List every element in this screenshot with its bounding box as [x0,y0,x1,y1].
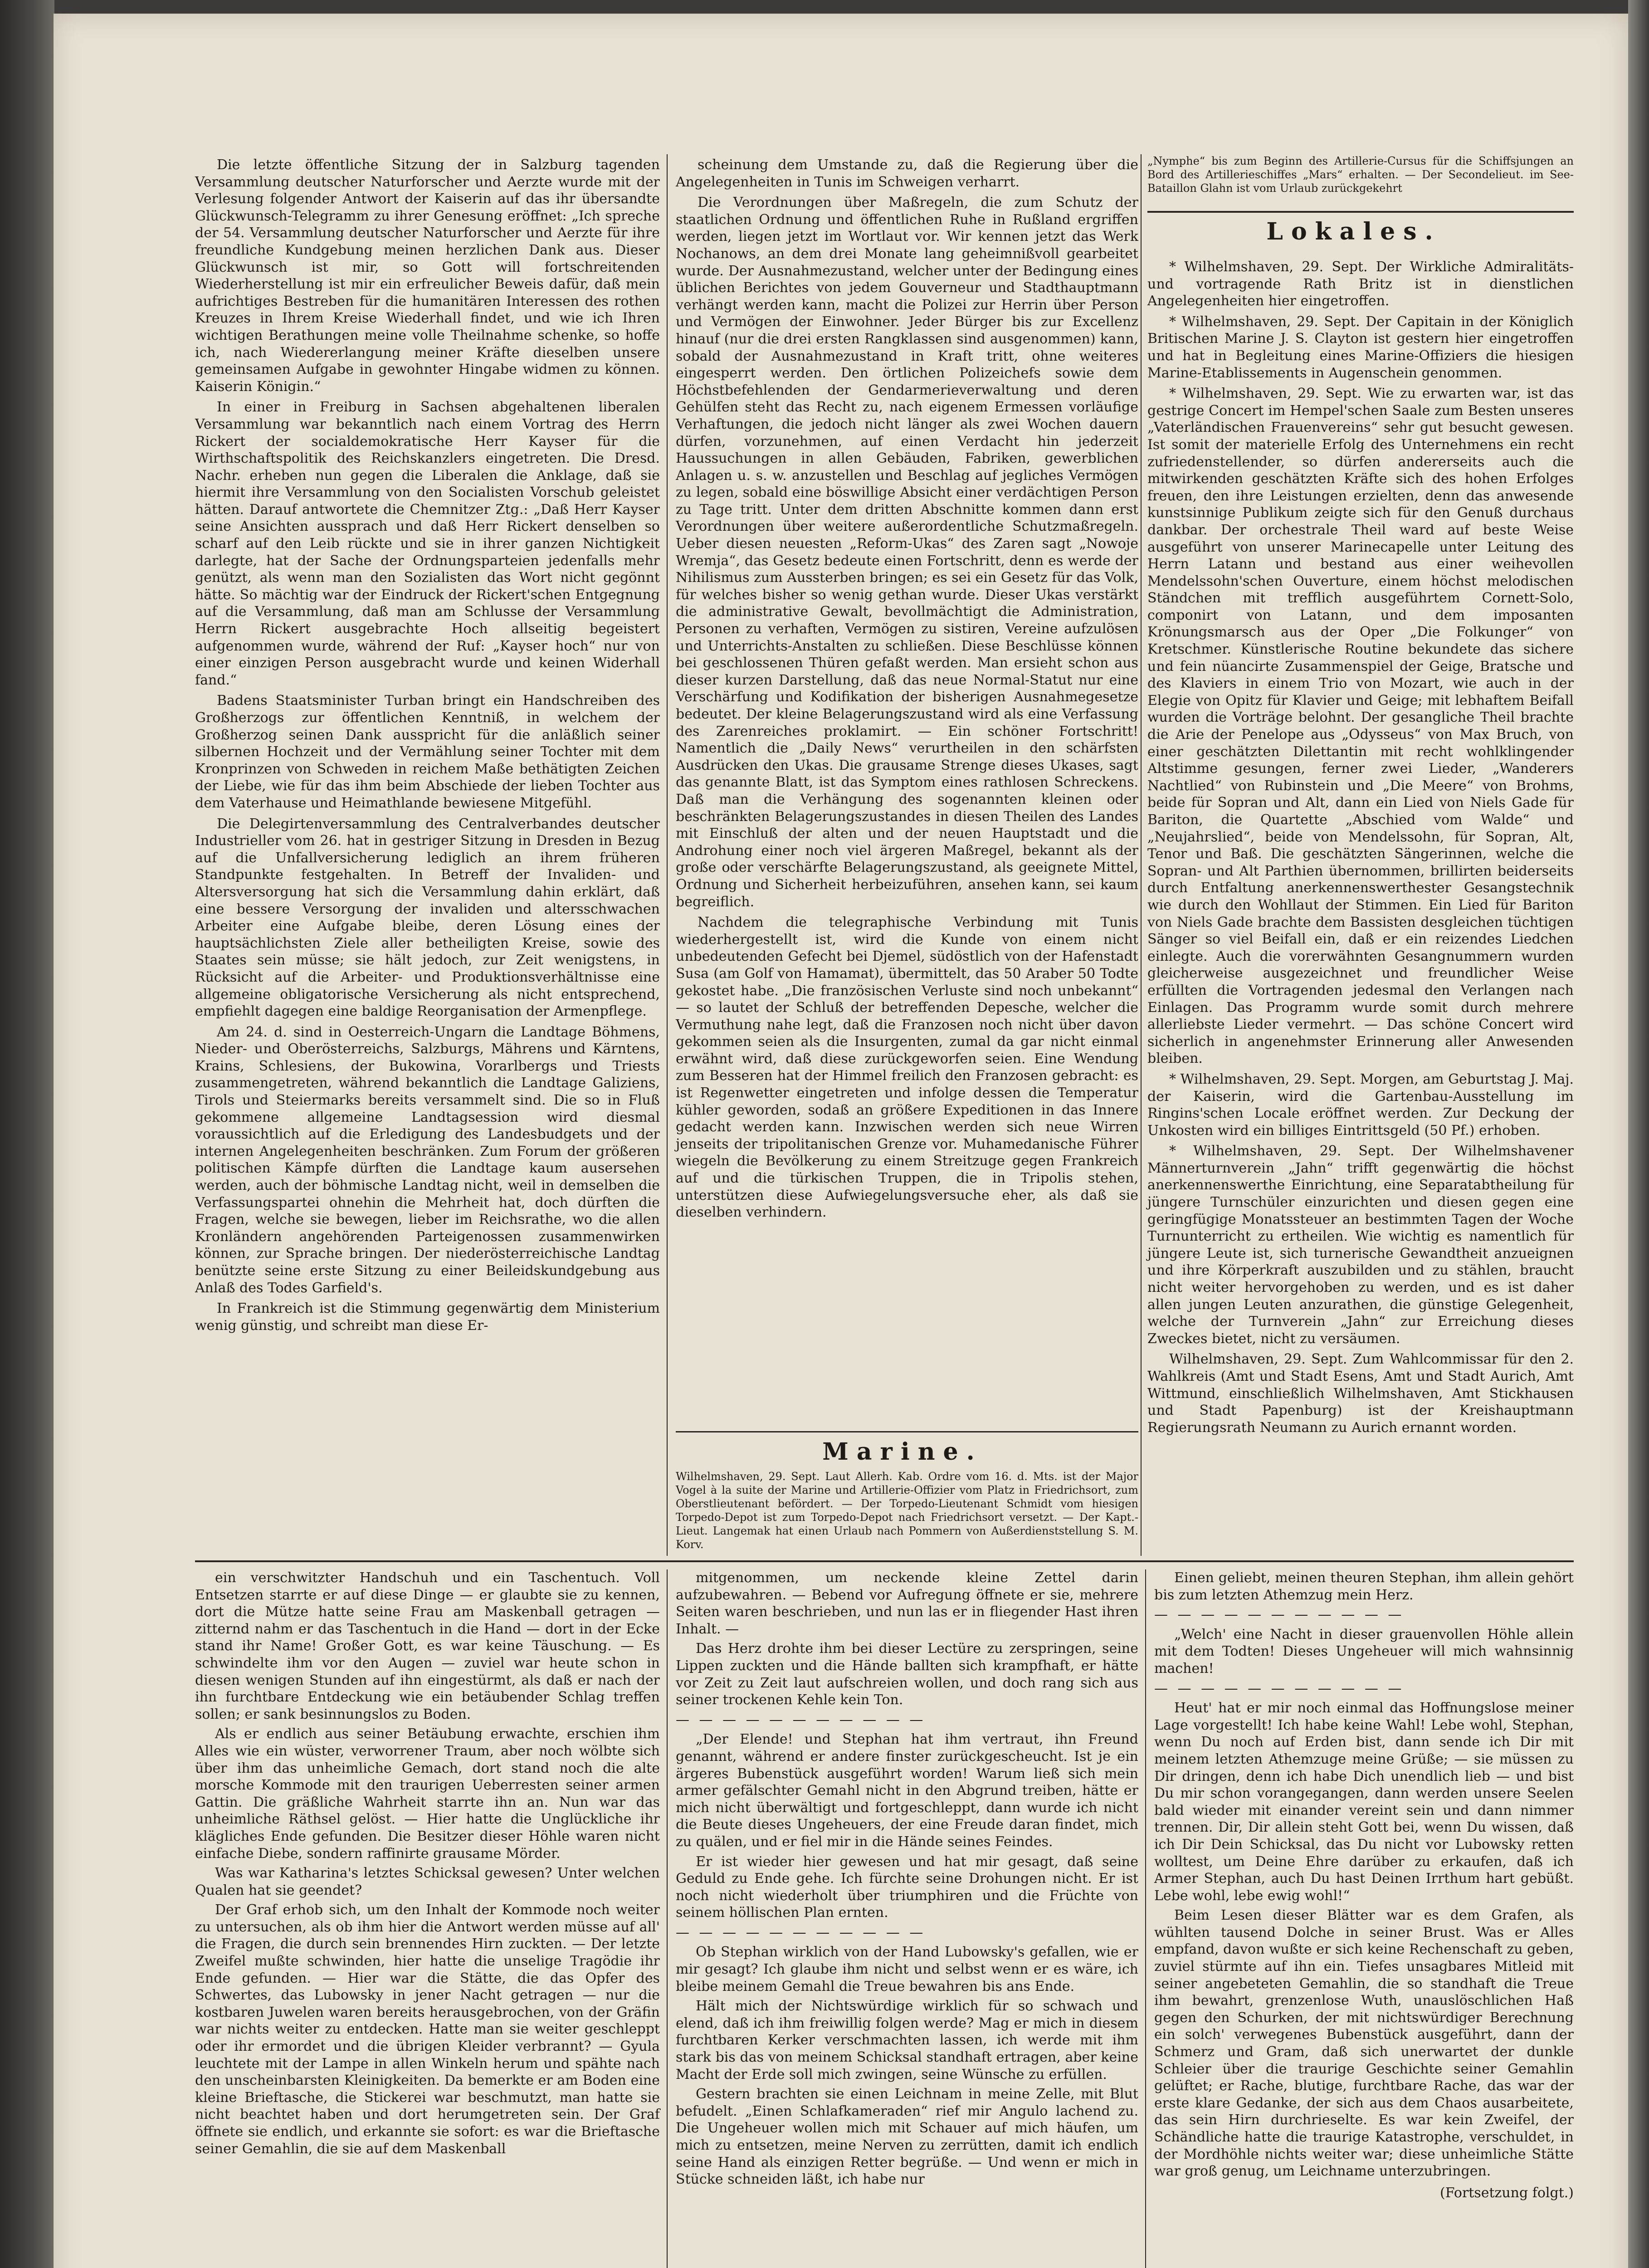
column-divider-1 [667,154,668,1556]
continued-note: (Fortsetzung folgt.) [1440,2185,1574,2201]
feuilleton-paragraph: Einen geliebt, meinen theuren Stephan, ihm allein gehört bis zum letzten Athemzug mein Herz. [1154,1570,1574,1603]
feuilleton-paragraph: — — — — — — — — — — — [676,1711,926,1728]
section-heading-lokales: Lokales. [1266,218,1441,245]
feuilleton-paragraph: „Welch' eine Nacht in dieser grauenvollen Höhle allein mit dem Todten! Dieses Ungeheuer will mich wahnsinnig machen! [1154,1626,1574,1677]
feuilleton-paragraph: mitgenommen, um neckende kleine Zettel darin aufzubewahren. — Bebend vor Aufregung öffnete er sie, mehrere Seiten waren beschrieben, und nun las er in fliegender Hast ihren Inhalt. — [676,1570,1138,1637]
feuilleton-paragraph: — — — — — — — — — — — [676,1924,926,1941]
article-column-middle [676,156,1138,1433]
feuilleton-separator [195,1560,1574,1562]
column-divider-2 [1141,154,1142,1556]
article-paragraph: Badens Staatsminister Turban bringt ein Handschreiben des Großherzogs zur öffentlichen Kenntniß, in welchem der Großherzog seinen Dank ausspricht für die anläßlich seiner silbernen Hochzeit und der Vermählung seiner Tochter mit dem Kronprinzen von Schweden in reichem Maße bethätigten Zeichen der Liebe, wie für das ihm beim Abschiede der lieben Tochter aus dem Vaterhause und Heimathlande bewiesene Mitgefühl. [195,693,660,811]
marine-rule-top [676,1431,1138,1432]
article-paragraph: scheinung dem Umstande zu, daß die Regierung über die Angelegenheiten in Tunis im Schweigen verharrt. [676,157,1138,190]
feuilleton-column-3 [1154,1569,1574,2268]
feuilleton-paragraph: ein verschwitzter Handschuh und ein Taschentuch. Voll Entsetzen starrte er auf diese Dinge — er glaubte sie zu kennen, dort die Mütze hatte seine Frau am Maskenball getragen — zitternd nahm er das Taschentuch in die Hand — dort in der Ecke stand ihr Name! Großer Gott, es war keine Täuschung. — Es schwindelte ihm vor den Augen — zuviel war heute schon in diesen wenigen Stunden auf ihn eingestürmt, als daß er nach der ihn furchtbare Entdeckung wie ein betäubender Schlag treffen sollen; er sank besinnungslos zu Boden. [195,1570,660,1722]
column-rule [1147,211,1574,213]
feuilleton-paragraph: — — — — — — — — — — — [1154,1680,1405,1696]
local-news-item: * Wilhelmshaven, 29. Sept. Der Wilhelmshavener Männerturnverein „Jahn“ trifft gegenwärtig die höchst anerkennenswerthe Einrichtung, eine Separatabtheilung für jüngere Turnschüler einzurichten und diesen gegen eine geringfügige Monatssteuer an bestimmten Tagen der Woche Turnunterricht zu ertheilen. Wie wichtig es namentlich für jüngere Leute ist, sich turnerische Gewandtheit anzueignen und ihre Körperkraft auszubilden und zu stählen, braucht nicht weiter hervorgehoben zu werden, und es ist daher allen jungen Leuten anzurathen, die günstige Gelegenheit, welche der Turnverein „Jahn“ zur Erreichung dieses Zweckes bietet, nicht zu versäumen. [1147,1143,1574,1347]
feuilleton-divider-2 [1145,1569,1146,2268]
feuilleton-paragraph: Das Herz drohte ihm bei dieser Lectüre zu zerspringen, seine Lippen zuckten und die Hände ballten sich krampfhaft, er hätte vor Zeit zu Zeit laut aufschreien wollen, und doch rang sich aus seiner trockenen Kehle kein Ton. [676,1641,1138,1708]
local-news-item: Wilhelmshaven, 29. Sept. Zum Wahlcommissar für den 2. Wahlkreis (Amt und Stadt Esens, Amt und Stadt Aurich, Amt Wittmund, einschließlich Wilhelmshaven, Amt Stickhausen und Stadt Papenburg) ist der Kreishauptmann Regierungsrath Neumann zu Aurich ernannt worden. [1147,1351,1574,1436]
marine-notice-continuation: „Nymphe“ bis zum Beginn des Artillerie-Cursus für die Schiffsjungen an Bord des Artillerieschiffes „Mars“ erhalten. — Der Secondelieut. im See-Bataillon Glahn ist vom Urlaub zurückgekehrt [1147,155,1574,195]
feuilleton-paragraph: — — — — — — — — — — — [1154,1607,1405,1623]
section-heading-marine: Marine. [822,1438,983,1466]
local-news-item: * Wilhelmshaven, 29. Sept. Morgen, am Geburtstag J. Maj. der Kaiserin, wird die Gartenbau-Ausstellung im Ringins'schen Locale eröffnet werden. Zur Deckung der Unkosten wird ein billiges Eintrittsgeld (50 Pf.) erhoben. [1147,1071,1574,1139]
article-paragraph: In einer in Freiburg in Sachsen abgehaltenen liberalen Versammlung war bekanntlich nach einem Vortrag des Herrn Rickert der socialdemokratische Herr Kayser für die Wirthschaftspolitik des Reichskanzlers eingetreten. Die Dresd. Nachr. erheben nun gegen die Liberalen die Anklage, daß sie hiermit ihre Versammlung von den Socialisten Vorschub geleistet hätten. Darauf antwortete die Chemnitzer Ztg.: „Daß Herr Kayser seine Ansichten aussprach und daß Herr Rickert denselben so scharf auf den Leib rückte und sie in ihrer ganzen Nichtigkeit darlegte, hat der Sache der Ordnungsparteien jedenfalls mehr genützt, als wenn man den Sozialisten das Wort nicht gegönnt hätte. So mächtig war der Eindruck der Rickert'schen Entgegnung auf die Versammlung, daß man am Schlusse der Versammlung Herrn Rickert ausgebrachte Hoch allseitig begeistert aufgenommen wurde, während der Ruf: „Kayser hoch“ nur von einer einzigen Person ausgebracht wurde und keinen Widerhall fand.“ [195,399,660,688]
local-news-item: * Wilhelmshaven, 29. Sept. Der Capitain in der Königlich Britischen Marine J. S. Clayton ist gestern hier eingetroffen und hat in Begleitung eines Marine-Offiziers die hiesigen Marine-Etablissements in Augenschein genommen. [1147,313,1574,381]
feuilleton-paragraph: Gestern brachten sie einen Leichnam in meine Zelle, mit Blut befudelt. „Einen Schlafkameraden“ rief mir Angulo lachend zu. Die Ungeheuer wollen mich mit Schauer auf mich häufen, um mich zu entsetzen, meine Nerven zu zerrütten, damit ich endlich seine Hand als einzigen Retter begrüße. — Und wenn er mich in Stücke schneiden läßt, ich habe nur [676,2086,1138,2188]
feuilleton-column-1 [195,1569,660,2268]
feuilleton-paragraph: Er ist wieder hier gewesen und hat mir gesagt, daß seine Geduld zu Ende gehe. Ich fürchte seine Drohungen nicht. Er ist noch nicht wiederholt über triumphiren und die Früchte von seinem höllischen Plan ernten. [676,1853,1138,1921]
article-paragraph: In Frankreich ist die Stimmung gegenwärtig dem Ministerium wenig günstig, und schreibt man diese Er- [195,1300,660,1334]
article-paragraph: Die letzte öffentliche Sitzung der in Salzburg tagenden Versammlung deutscher Naturforscher und Aerzte wurde mit der Verlesung folgender Antwort der Kaiserin auf das ihr übersandte Glückwunsch-Telegramm zu ihrer Genesung eröffnet: „Ich spreche der 54. Versammlung deutscher Naturforscher und Aerzte für ihre freundliche Kundgebung meinen herzlichen Dank aus. Dieser Glückwunsch ist mir, so Gott will fortschreitenden Wiederherstellung ist mir ein erfreulicher Beweis dafür, daß mein aufrichtiges Bestreben für die humanitären Interessen des rothen Kreuzes in Ihrem Kreise Wiederhall findet, und wie ich Ihren wichtigen Berathungen meine volle Theilnahme schenke, so hoffe ich, nach Wiedererlangung meiner Kräfte dieselben unsere gemeinsamen Aufgabe in gewohnter Hingabe widmen zu können. Kaiserin Königin.“ [195,157,660,395]
feuilleton-paragraph: Der Graf erhob sich, um den Inhalt der Kommode noch weiter zu untersuchen, als ob ihm hier die Antwort werden müsse auf all' die Fragen, die durch sein brennendes Hirn zuckten. — Der letzte Zweifel mußte schwinden, hier hatte die unselige Tragödie ihr Ende gefunden. — Hier war die Stätte, die das Opfer des Schwertes, das Lubowsky in jener Nacht getragen — nur die kostbaren Juwelen waren bereits herausgebrochen, von der Gräfin war nichts weiter zu entdecken. Hatte man sie weiter geschleppt oder ihr ermordet und die übrigen Kleider verbrannt? — Gyula leuchtete mit der Lampe in allen Winkeln herum und spähte nach den unscheinbarsten Kleinigkeiten. Da bemerkte er am Boden eine kleine Brieftasche, die Stickerei war beschmutzt, man hatte sie nicht beachtet haben und dort herumgetreten sein. Der Graf öffnete sie endlich, und erkannte sie sofort: es war die Brieftasche seiner Gemahlin, die sie auf dem Maskenball [195,1902,660,2157]
scan-binding-shadow [0,0,54,2268]
local-news-item: * Wilhelmshaven, 29. Sept. Der Wirkliche Admiralitäts- und vortragende Rath Britz ist in dienstlichen Angelegenheiten hier eingetroffen. [1147,259,1574,309]
feuilleton-paragraph: Beim Lesen dieser Blätter war es dem Grafen, als wühlten tausend Dolche in seiner Brust. Was er Alles empfand, davon wußte er sich keine Rechenschaft zu geben, zuviel stürmte auf ihn ein. Tiefes unsagbares Mitleid mit seiner angebeteten Gemahlin, die so standhaft die Treue ihm bewahrt, grenzenlose Wuth, unauslöschlichen Haß gegen den Schurken, der mit nichtswürdiger Berechnung ein solch' verwegenes Bubenstück ausgeführt, dann der Schmerz und Gram, daß sich unerwartet der dunkle Schleier über die traurige Geschichte seiner Gemahlin gelüftet; er Rache, blutige, furchtbare Rache, das war der erste klare Gedanke, der sich aus dem Chaos ausarbeitete, das sein Hirn durchrieselte. Es war kein Zweifel, der Schändliche hatte die traurige Katastrophe, verschuldet, in der Mordhöhle nichts weiter war; diese unheimliche Stätte war groß genug, um Leichname unterzubringen. [1154,1907,1574,2180]
feuilleton-paragraph: Als er endlich aus seiner Betäubung erwachte, erschien ihm Alles wie ein wüster, verworrener Traum, aber noch wölbte sich über ihm das unheimliche Gemach, dort stand noch die alte morsche Kommode mit den traurigen Ueberresten seiner armen Gattin. Die gräßliche Wahrheit starrte ihn an. Nun war das unheimliche Räthsel gelöst. — Hier hatte die Unglückliche ihr klägliches Ende gefunden. Die Besitzer dieser Höhle waren nicht einfache Diebe, sondern raffinirte grausame Mörder. [195,1726,660,1862]
feuilleton-paragraph: Ob Stephan wirklich von der Hand Lubowsky's gefallen, wie er mir gesagt? Ich glaube ihm nicht und selbst wenn er es wäre, ich bleibe meinem Gemahl die Treue bewahren bis ans Ende. [676,1944,1138,1994]
feuilleton-paragraph: Hält mich der Nichtswürdige wirklich für so schwach und elend, daß ich ihm freiwillig folgen werde? Mag er mich in diesem furchtbaren Kerker verschmachten lassen, ich werde mit ihm stark bis das von meinem Schicksal standhaft ertragen, aber keine Macht der Erde soll mich zwingen, seine Wünsche zu erfüllen. [676,1998,1138,2082]
lokales-column [1147,259,1574,1556]
marine-notice: Wilhelmshaven, 29. Sept. Laut Allerh. Kab. Ordre vom 16. d. Mts. ist der Major Vogel à la suite der Marine und Artillerie-Offizier vom Platz in Friedrichsort, zum Oberstlieutenant befördert. — Der Torpedo-Lieutenant Schmidt vom hiesigen Torpedo-Depot ist zum Torpedo-Depot nach Friedrichsort versetzt. — Der Kapt.-Lieut. Langemak hat einen Urlaub nach Pommern von Außerdienststellung S. M. Korv. [676,1470,1138,1551]
feuilleton-column-2 [676,1569,1138,2268]
feuilleton-paragraph: Was war Katharina's letztes Schicksal gewesen? Unter welchen Qualen hat sie geendet? [195,1865,660,1898]
feuilleton-divider-1 [667,1569,668,2268]
feuilleton-paragraph: „Der Elende! und Stephan hat ihm vertraut, ihn Freund genannt, während er andere finster zurückgescheucht. Ist je ein ärgeres Bubenstück ausgeführt worden! Warum ließ sich mein armer gefälschter Gemahl nicht in den Abgrund treiben, hätte er mich nicht überwältigt und fortgeschleppt, dann wurde ich nicht die Beute dieses Ungeheuers, der eine Freude daran findet, mich zu quälen, und er fiel mir in die Hände seines Feindes. [676,1731,1138,1850]
scan-edge-shadow [1628,0,1649,2268]
article-column-left [195,156,660,1549]
feuilleton-paragraph: Heut' hat er mir noch einmal das Hoffnungslose meiner Lage vorgestellt! Ich habe keine Wahl! Lebe wohl, Stephan, wenn Du noch auf Erden bist, dann sende ich Dir mit meinem letzten Athemzuge meine Grüße; — sie müssen zu Dir dringen, denn ich habe Dich unendlich lieb — und bist Du mir schon vorangegangen, dann werden unsere Seelen bald wieder mit einander vereint sein und dann nimmer trennen. Dir, Dir allein steht Gott bei, wenn Du wissen, daß ich Dir Dein Schicksal, das Du nicht vor Lubowsky retten wolltest, um Deine Ehre darüber zu erkaufen, daß ich Armer Stephan, auch Du hast Deinen Irrthum hart gebüßt. Lebe wohl, lebe ewig wohl!“ [1154,1700,1574,1904]
article-paragraph: Die Delegirtenversammlung des Centralverbandes deutscher Industrieller vom 26. hat in gestriger Sitzung in Dresden in Bezug auf die Unfallversicherung lediglich an ihrem früheren Standpunkte festgehalten. In Betreff der Invaliden- und Altersversorgung hat sich die Versammlung dahin erklärt, daß eine bessere Versorgung der invaliden und altersschwachen Arbeiter eine Aufgabe bleibe, deren Lösung eines der hauptsächlichsten Ziele aller betheiligten Kreise, sowie des Staates sein müsse; sie hält jedoch, zur Zeit wenigstens, in Rücksicht auf die Arbeiter- und Produktionsverhältnisse eine allgemeine obligatorische Versicherung als nicht entsprechend, empfiehlt dagegen eine baldige Reorganisation der Armenpflege. [195,816,660,1020]
article-paragraph: Am 24. d. sind in Oesterreich-Ungarn die Landtage Böhmens, Nieder- und Oberösterreichs, Salzburgs, Mährens und Kärntens, Krains, Schlesiens, der Bukowina, Vorarlbergs und Triests zusammengetreten, während bekanntlich die Landtage Galiziens, Tirols und Steiermarks bereits versammelt sind. Die so in Fluß gekommene allgemeine Landtagsession wird diesmal voraussichtlich auf die Erledigung des Landesbudgets und der internen Angelegenheiten beschränken. Zum Forum der größeren politischen Kämpfe dürften die Landtage kaum ausersehen werden, auch der böhmische Landtag nicht, weil in demselben die Verfassungspartei ohnehin die Mehrheit hat, doch dürften die Fragen, welche sie bewegen, lieber im Reichsrathe, wo die allen Kronländern angehörenden Parteigenossen zusammenwirken können, zur Sprache bringen. Der niederösterreichische Landtag benützte seine erste Sitzung zu einer Beileidskundgebung aus Anlaß des Todes Garfield's. [195,1024,660,1296]
article-paragraph: Nachdem die telegraphische Verbindung mit Tunis wiederhergestellt ist, wird die Kunde von einem nicht unbedeutenden Gefecht bei Djemel, südöstlich von der Hafenstadt Susa (am Golf von Hamamat), übermittelt, das 50 Araber 50 Todte gekostet habe. „Die französischen Verluste sind noch unbekannt“ — so lautet der Schluß der betreffenden Depesche, welcher die Vermuthung nahe legt, daß die Franzosen noch nicht über davon gekommen seien als die Insurgenten, zumal da gar nicht einmal erwähnt wird, daß diese zurückgeworfen seien. Eine Wendung zum Besseren hat der Himmel freilich den Franzosen gebracht: es ist Regenwetter eingetreten und infolge dessen die Temperatur kühler geworden, sodaß an größere Expeditionen in das Innere gedacht werden kann. Inzwischen werden sich neue Wirren jenseits der tripolitanischen Grenze vor. Muhamedanische Führer wiegeln die Bevölkerung zu einem Streitzuge gegen Frankreich auf und die türkischen Truppen, die in Tripolis stehen, unterstützen diese Aufwiegelungsversuche eher, als daß sie dieselben verhindern. [676,914,1138,1221]
local-news-item: * Wilhelmshaven, 29. Sept. Wie zu erwarten war, ist das gestrige Concert im Hempel'schen Saale zum Besten unseres „Vaterländischen Frauenvereins“ sehr gut besucht gewesen. Ist somit der materielle Erfolg des Unternehmens ein recht zufriedenstellender, so dürfen andererseits auch die mitwirkenden geschätzten Kräfte sich des hohen Erfolges freuen, den ihre Leistungen erzielten, denn das anwesende kunstsinnige Publikum zeigte sich für den Genuß durchaus dankbar. Der orchestrale Theil ward auf beste Weise ausgeführt von unserer Marinecapelle unter Leitung des Herrn Latann und bestand aus einer weihevollen Mendelssohn'schen Ouverture, einem höchst melodischen Ständchen mit trefflich ausgeführtem Cornett-Solo, componirt von Latann, und dem imposanten Krönungsmarsch aus der Oper „Die Folkunger“ von Kretschmer. Künstlerische Routine bekundete das sichere und fein nüancirte Zusammenspiel der Geige, Bratsche und des Klaviers in einem Trio von Mozart, wie auch in der Elegie von Opitz für Klavier und Geige; mit lebhaftem Beifall wurden die Vorträge belohnt. Der gesangliche Theil brachte die Arie der Penelope aus „Odysseus“ von Max Bruch, von einer geschätzten Dilettantin mit recht wohlklingender Altstimme gesungen, ferner zwei Lieder, „Wanderers Nachtlied“ von Rubinstein und „Die Meere“ von Brohms, beide für Sopran und Alt, dann ein Lied von Niels Gade für Bariton, die Quartette „Abschied vom Walde“ und „Neujahrslied“, beide von Mendelssohn, für Sopran, Alt, Tenor und Baß. Die geschätzten Sängerinnen, welche die Sopran- und Alt Parthien übernommen, brillirten beiderseits durch Entfaltung anerkennenswerthester Gesangstechnik wie durch den Wohllaut der Stimmen. Ein Lied für Bariton von Niels Gade brachte dem Bassisten desgleichen tüchtigen Sänger so viel Beifall ein, daß er ein reizendes Liedchen einlegte. Auch die vorerwähnten Gesangnummern wurden gleicherweise ausgezeichnet und freundlicher Weise erfüllten die Vortragenden jedesmal den Verlangen nach Einlagen. Das Programm wurde somit durch mehrere allerliebste Lieder vermehrt. — Das schöne Concert wird sicherlich in angenehmster Erinnerung aller Anwesenden bleiben. [1147,386,1574,1067]
article-paragraph: Die Verordnungen über Maßregeln, die zum Schutz der staatlichen Ordnung und öffentlichen Ruhe in Rußland ergriffen werden, liegen jetzt im Wortlaut vor. Wir kennen jetzt das Werk Nochanows, an dem drei Monate lang geheimnißvoll gearbeitet wurde. Der Ausnahmezustand, welcher unter der Bedingung eines üblichen Berichtes von jedem Gouverneur und Stadthauptmann verhängt werden kann, macht die Polizei zur Herrin über Person und Vermögen der Einwohner. Jeder Bürger bis zur Excellenz hinauf (nur die drei ersten Rangklassen sind ausgenommen) kann, sobald der Ausnahmezustand in Kraft tritt, ohne weiteres eingesperrt werden. Den örtlichen Polizeichefs sowie dem Höchstbefehlenden der Gendarmerieverwaltung und deren Gehülfen steht das Recht zu, nach eigenem Ermessen vorläufige Verhaftungen, die jedoch nicht länger als zwei Wochen dauern dürfen, vorzunehmen, auf einen Verdacht hin jederzeit Haussuchungen in allen Gebäuden, Fabriken, gewerblichen Anlagen u. s. w. anzustellen und Beschlag auf jegliches Vermögen zu legen, sobald eine böswillige Absicht einer verdächtigen Person zu Tage tritt. Unter dem dritten Abschnitte kommen dann erst Verordnungen über weitere außerordentliche Schutzmaßregeln. Ueber diesen neuesten „Reform-Ukas“ des Zaren sagt „Nowoje Wremja“, das Gesetz bedeute einen Fortschritt, denn es werde der Nihilismus zum Aussterben bringen; es sei ein Gesetz für das Volk, für welches bisher so wenig gethan wurde. Dieser Ukas verstärkt die administrative Gewalt, bevollmächtigt die Administration, Personen zu verhaften, Vermögen zu sistiren, Vereine aufzulösen und Unterrichts-Anstalten zu schließen. Diese Beschlüsse können bei geschlossenen Thüren gefaßt werden. Man ersieht schon aus dieser kurzen Darstellung, daß das neue Normal-Statut nur eine Verschärfung und Kodifikation der bisherigen Ausnahmegesetze bedeutet. Der kleine Belagerungszustand wird als eine Verfassung des Zarenreiches proklamirt. — Ein schöner Fortschritt! Namentlich die „Daily News“ verurtheilen in den schärfsten Ausdrücken den Ukas. Die grausame Strenge dieses Ukases, sagt das genannte Blatt, ist das Symptom eines rathlosen Schreckens. Daß man die Verhängung des sogenannten kleinen oder beschränkten Belagerungszustandes in diesen Theilen des Landes mit Einschluß der alten und der neuen Hauptstadt und die Androhung einer noch viel ärgeren Maßregel, bekannt als der große oder verschärfte Belagerungszustand, als geeignete Mittel, Ordnung und Sicherheit herbeizuführen, ansehen kann, sei kaum begreiflich. [676,195,1138,910]
